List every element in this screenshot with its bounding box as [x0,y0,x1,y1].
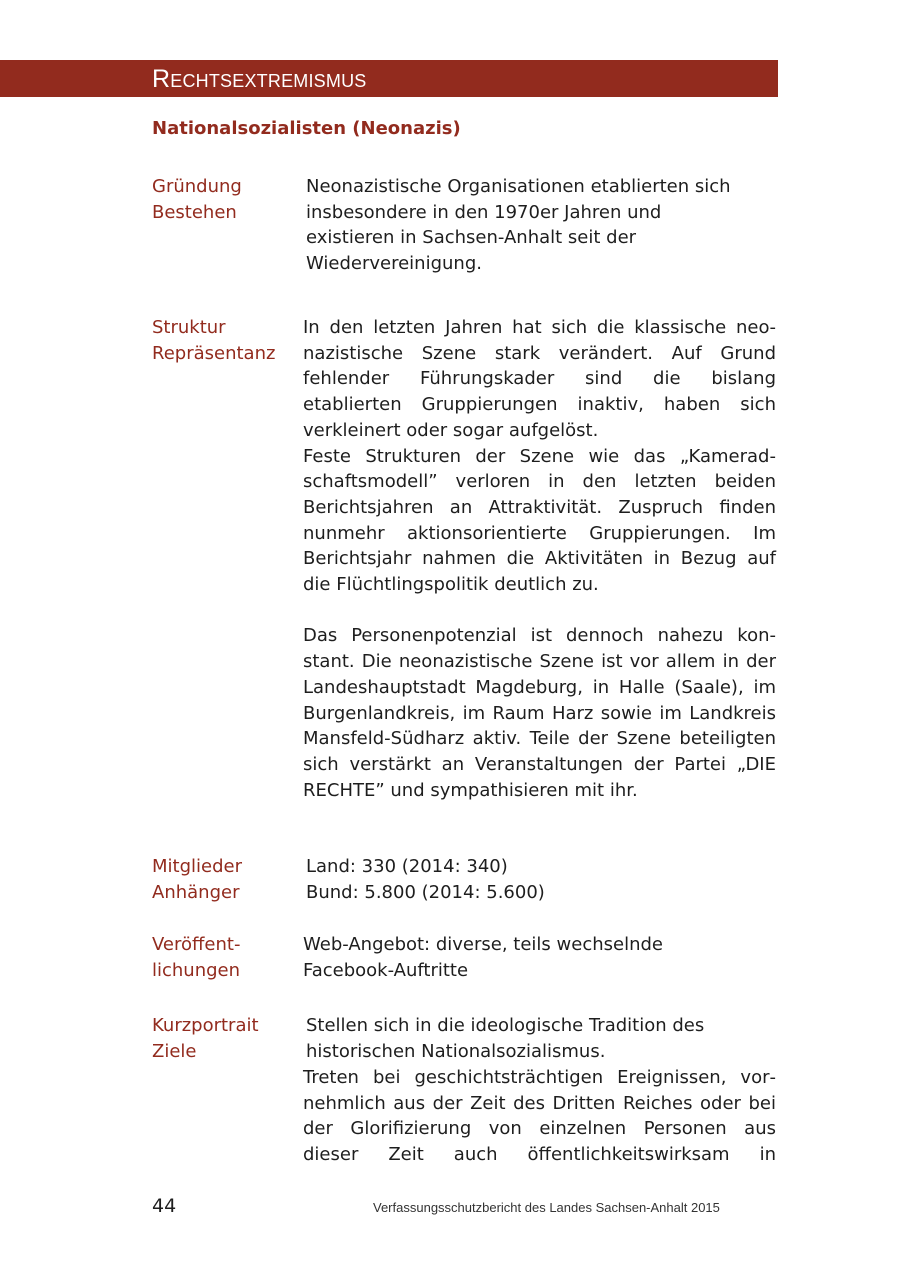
label-veroeffentlichungen: Veröffent- lichungen [152,934,241,981]
struktur-paragraph-3: Das Personenpotenzial ist dennoch nahezu konstant. Die neonazistische Szene ist vor allem in der Landeshauptstadt Magdeburg, in Halle (Saale), im Burgenlandkreis, im Raum Harz sowie im Landkreis Mansfeld-Südharz aktiv. Teile der Szene beteiligten sich verstärkt an Veranstaltungen der Partei „DIE RECHTE” und sympathisieren mit ihr. [303,625,776,801]
mitglieder-land: Land: 330 (2014: 340) [306,856,508,877]
label-struktur: Struktur Repräsentanz [152,317,276,364]
text-mitglieder [306,854,779,905]
label-gruendung: Gründung Bestehen [152,176,242,223]
text-struktur [303,315,776,803]
text-gruendung: Neonazistische Organisationen etablierten sich insbesondere in den 1970er Jahren und existieren in Sachsen-Anhalt seit der Wiedervereinigung. [306,176,731,275]
label-mitglieder: Mitglieder Anhänger [152,856,242,903]
struktur-paragraph-1: In den letzten Jahren hat sich die klassische neonazistische Szene stark verändert. Auf Grund fehlender Führungskader sind die bislang etablierten Gruppierungen inaktiv, haben sich verkleinert oder sogar aufgelöst. [303,317,776,441]
mitglieder-bund: Bund: 5.800 (2014: 5.600) [306,881,545,903]
text-kurzportrait-1: Stellen sich in die ideologische Tradition des historischen Nationalsozialismus. [306,1015,705,1062]
chapter-title: Rechtsextremismus [152,65,367,93]
page-number: 44 [152,1195,177,1217]
section-title: Nationalsozialisten (Neonazis) [152,118,461,139]
chapter-banner [0,60,778,97]
text-kurzportrait-2: Treten bei geschichtsträchtigen Ereignissen, vornehmlich aus der Zeit des Dritten Reiches oder bei der Glorifizierung von einzelnen Personen aus dieser Zeit auch öffentlichkeitswirksam in [303,1067,776,1166]
footer-publication: Verfassungsschutzbericht des Landes Sachsen-Anhalt 2015 [373,1200,720,1215]
struktur-paragraph-2: Feste Strukturen der Szene wie das „Kameradschaftsmodell” verloren in den letzten beiden Berichtsjahren an Attraktivität. Zuspruch finden nunmehr aktionsorientierte Gruppierungen. Im Berichtsjahr nahmen die Aktivitäten in Bezug auf die Flüchtlingspolitik deutlich zu. [303,445,776,596]
text-veroeffentlichungen: Web-Angebot: diverse, teils wechselnde Facebook-Auftritte [303,934,663,981]
label-kurzportrait: Kurzportrait Ziele [152,1015,259,1062]
